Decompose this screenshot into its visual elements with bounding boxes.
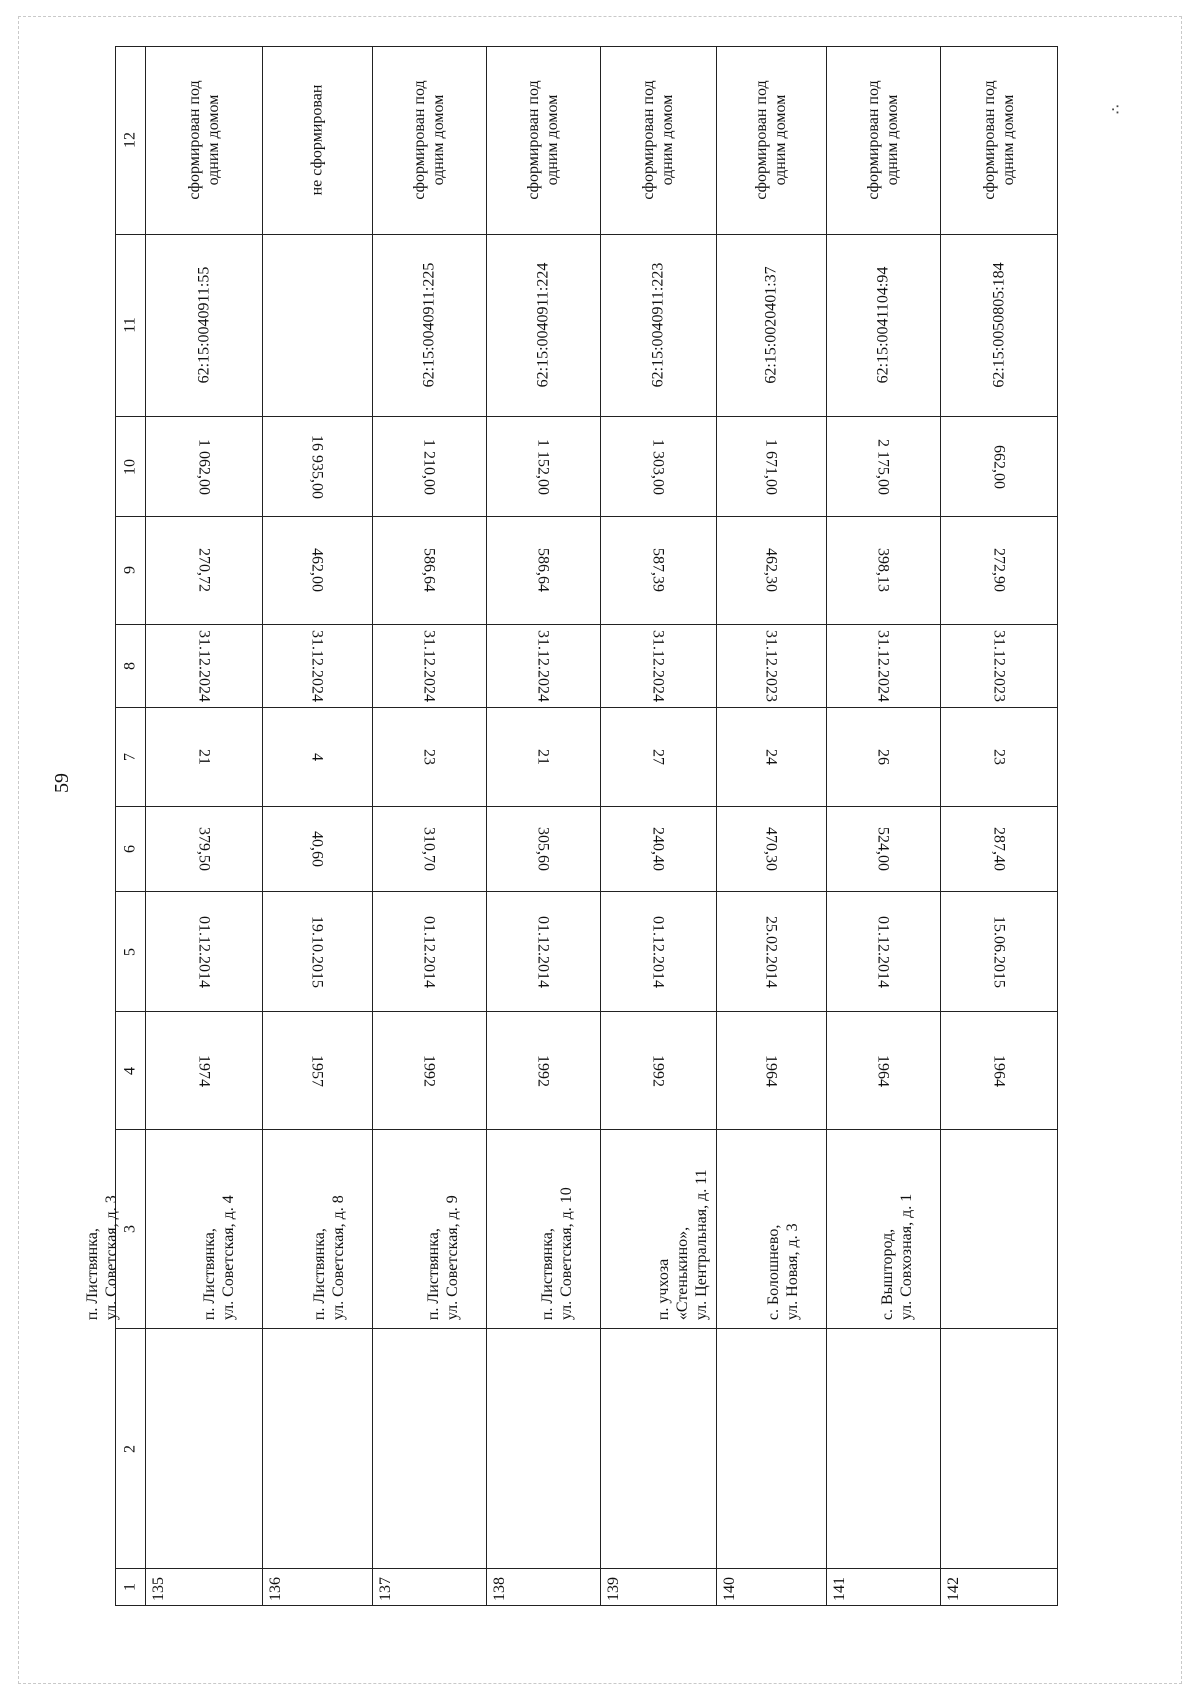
record-number: 138 xyxy=(490,1577,508,1601)
status-line: одним домом xyxy=(659,94,677,186)
address xyxy=(200,1196,291,1321)
field-row-5 xyxy=(116,892,1058,1012)
cell-date xyxy=(372,892,486,1012)
address xyxy=(424,1196,515,1321)
value-year: 1992 xyxy=(534,1054,552,1087)
column-number-cell xyxy=(116,1329,146,1569)
column-number: 12 xyxy=(121,132,139,149)
value-area: 379,50 xyxy=(195,826,213,871)
cell-n xyxy=(486,1569,600,1606)
cell-area xyxy=(940,806,1057,892)
address-line: ул. Совхозная, д. 1 xyxy=(897,1194,915,1321)
plot-status xyxy=(308,85,327,196)
address-line: ул. Центральная, д. 11 xyxy=(693,1169,711,1321)
column-number-cell xyxy=(116,708,146,807)
record-number: 142 xyxy=(944,1577,962,1601)
address-line: ул. Советская, д. 4 xyxy=(219,1195,237,1321)
value-area: 40,60 xyxy=(308,830,326,867)
value-end: 31.12.2024 xyxy=(420,629,438,702)
address xyxy=(538,1188,629,1321)
plot-status xyxy=(639,81,677,200)
cell-status xyxy=(716,47,826,235)
cell-v9 xyxy=(716,517,826,624)
cell-cad xyxy=(940,234,1057,416)
cell-end xyxy=(600,624,716,708)
column-number: 7 xyxy=(121,752,139,761)
cell-c2 xyxy=(600,1329,716,1569)
value-cad: 62:15:0040911:224 xyxy=(534,262,552,388)
cell-year xyxy=(145,1012,262,1130)
value-v10: 662,00 xyxy=(990,444,1008,489)
value-end: 31.12.2024 xyxy=(874,629,892,702)
cell-v10 xyxy=(826,416,940,517)
cell-v9 xyxy=(372,517,486,624)
cell-v10 xyxy=(716,416,826,517)
value-cad: 62:15:0041104:94 xyxy=(874,266,892,384)
value-cad: 62:15:0040911:55 xyxy=(195,266,213,384)
column-number: 4 xyxy=(121,1066,139,1075)
column-number-cell xyxy=(116,892,146,1012)
value-count: 23 xyxy=(990,748,1008,765)
field-row-6 xyxy=(116,806,1058,892)
cell-area xyxy=(262,806,372,892)
cell-year xyxy=(486,1012,600,1130)
cell-status xyxy=(486,47,600,235)
cell-count xyxy=(372,708,486,807)
value-end: 31.12.2023 xyxy=(990,629,1008,702)
status-line: одним домом xyxy=(544,94,562,186)
column-number: 3 xyxy=(121,1225,139,1234)
value-v9: 586,64 xyxy=(534,548,552,593)
value-date: 01.12.2014 xyxy=(649,915,667,988)
cell-count xyxy=(262,708,372,807)
cell-n xyxy=(716,1569,826,1606)
value-v10: 2 175,00 xyxy=(874,438,892,495)
value-v9: 586,64 xyxy=(420,548,438,593)
value-year: 1964 xyxy=(762,1054,780,1087)
status-line: не сформирован xyxy=(308,84,326,196)
status-line: сформирован под xyxy=(753,80,771,200)
value-year: 1964 xyxy=(990,1054,1008,1087)
status-line: одним домом xyxy=(204,94,222,186)
record-number: 135 xyxy=(149,1577,167,1601)
cell-c2 xyxy=(486,1329,600,1569)
value-end: 31.12.2023 xyxy=(762,629,780,702)
cell-year xyxy=(262,1012,372,1130)
cell-date xyxy=(262,892,372,1012)
column-number-cell xyxy=(116,1012,146,1130)
cell-cad xyxy=(262,234,372,416)
field-row-7 xyxy=(116,708,1058,807)
cell-v9 xyxy=(826,517,940,624)
value-year: 1957 xyxy=(308,1054,326,1087)
field-row-8 xyxy=(116,624,1058,708)
cell-addr xyxy=(878,1130,1057,1329)
cell-end xyxy=(940,624,1057,708)
value-count: 26 xyxy=(874,748,892,765)
address-line: с. Болошнево, xyxy=(764,1224,782,1321)
status-line: сформирован под xyxy=(410,80,428,200)
status-line: сформирован под xyxy=(980,80,998,200)
value-area: 524,00 xyxy=(874,826,892,871)
cell-v10 xyxy=(262,416,372,517)
field-row-1 xyxy=(116,1569,1058,1606)
cell-date xyxy=(716,892,826,1012)
cell-area xyxy=(826,806,940,892)
column-number: 8 xyxy=(121,661,139,670)
page-number: 59 xyxy=(51,773,73,793)
cell-count xyxy=(145,708,262,807)
cell-year xyxy=(600,1012,716,1130)
value-count: 21 xyxy=(534,748,552,765)
field-row-9 xyxy=(116,517,1058,624)
cell-n xyxy=(262,1569,372,1606)
cell-count xyxy=(826,708,940,807)
value-v10: 1 671,00 xyxy=(762,438,780,495)
value-v10: 1 152,00 xyxy=(534,438,552,495)
value-count: 24 xyxy=(762,748,780,765)
cell-year xyxy=(940,1012,1057,1130)
cell-v9 xyxy=(145,517,262,624)
cell-end xyxy=(262,624,372,708)
address xyxy=(309,1196,400,1321)
value-v9: 272,90 xyxy=(990,548,1008,593)
value-count: 27 xyxy=(649,748,667,765)
address-line: «Стенькино», xyxy=(673,1227,691,1321)
address-line: п. Листвянка, xyxy=(200,1228,218,1321)
column-number-cell xyxy=(116,806,146,892)
column-number-cell xyxy=(116,1569,146,1606)
column-number-cell xyxy=(116,416,146,517)
cell-n xyxy=(145,1569,262,1606)
register-table xyxy=(83,46,1058,1606)
cell-year xyxy=(716,1012,826,1130)
cell-status xyxy=(940,47,1057,235)
address-line: ул. Советская, д. 10 xyxy=(557,1187,575,1321)
address xyxy=(878,1194,969,1320)
address-line: п. учхоза xyxy=(654,1259,672,1321)
column-number: 6 xyxy=(121,844,139,853)
cell-end xyxy=(486,624,600,708)
cell-v10 xyxy=(486,416,600,517)
value-date: 25.02.2014 xyxy=(762,915,780,988)
scan-specks: ⁖ xyxy=(1110,100,1121,120)
address-line: ул. Советская, д. 8 xyxy=(329,1195,347,1321)
field-row-10 xyxy=(116,416,1058,517)
address xyxy=(764,1224,855,1321)
value-v10: 1 303,00 xyxy=(649,438,667,495)
value-cad: 62:15:0040911:225 xyxy=(420,262,438,388)
value-v9: 270,72 xyxy=(195,548,213,593)
value-area: 470,30 xyxy=(762,826,780,871)
value-date: 01.12.2014 xyxy=(420,915,438,988)
address xyxy=(654,1170,745,1321)
column-number-cell xyxy=(116,47,146,235)
cell-c2 xyxy=(145,1329,262,1569)
cell-area xyxy=(372,806,486,892)
value-v10: 1 210,00 xyxy=(420,438,438,495)
cell-date xyxy=(940,892,1057,1012)
column-number-cell xyxy=(116,517,146,624)
value-v9: 462,00 xyxy=(308,548,326,593)
cell-v10 xyxy=(145,416,262,517)
cell-status xyxy=(826,47,940,235)
value-year: 1964 xyxy=(874,1054,892,1087)
record-number: 136 xyxy=(266,1577,284,1601)
value-date: 19.10.2015 xyxy=(308,915,326,988)
column-number: 9 xyxy=(121,566,139,575)
record-number: 141 xyxy=(830,1577,848,1601)
value-v10: 1 062,00 xyxy=(195,438,213,495)
cell-c2 xyxy=(716,1329,826,1569)
value-date: 01.12.2014 xyxy=(195,915,213,988)
cell-cad xyxy=(826,234,940,416)
address-line: п. Листвянка, xyxy=(83,1228,101,1321)
value-v9: 398,13 xyxy=(874,548,892,593)
cell-date xyxy=(486,892,600,1012)
cell-year xyxy=(826,1012,940,1130)
cell-end xyxy=(716,624,826,708)
address-line: ул. Советская, д. 3 xyxy=(102,1195,120,1321)
cell-date xyxy=(145,892,262,1012)
cell-date xyxy=(826,892,940,1012)
plot-status xyxy=(864,81,902,200)
plot-status xyxy=(980,81,1018,200)
record-number: 139 xyxy=(604,1577,622,1601)
value-end: 31.12.2024 xyxy=(308,629,326,702)
cell-c2 xyxy=(940,1329,1057,1569)
cell-area xyxy=(716,806,826,892)
value-area: 240,40 xyxy=(649,826,667,871)
cell-count xyxy=(600,708,716,807)
cell-n xyxy=(600,1569,716,1606)
field-row-2 xyxy=(116,1329,1058,1569)
value-date: 01.12.2014 xyxy=(874,915,892,988)
cell-status xyxy=(145,47,262,235)
cell-n xyxy=(372,1569,486,1606)
value-cad: 62:15:0040911:223 xyxy=(649,262,667,388)
cell-v9 xyxy=(262,517,372,624)
value-cad: 62:15:0050805:184 xyxy=(990,262,1008,388)
cell-c2 xyxy=(262,1329,372,1569)
address-line: ул. Советская, д. 9 xyxy=(443,1195,461,1321)
field-row-4 xyxy=(116,1012,1058,1130)
cell-count xyxy=(486,708,600,807)
plot-status xyxy=(184,81,222,200)
address-line: с. Выштород, xyxy=(878,1229,896,1321)
value-end: 31.12.2024 xyxy=(534,629,552,702)
cell-cad xyxy=(600,234,716,416)
field-row-11 xyxy=(116,234,1058,416)
cell-year xyxy=(372,1012,486,1130)
cell-status xyxy=(600,47,716,235)
column-number-cell xyxy=(116,624,146,708)
cell-v9 xyxy=(940,517,1057,624)
record-number: 137 xyxy=(376,1577,394,1601)
value-end: 31.12.2024 xyxy=(649,629,667,702)
cell-cad xyxy=(372,234,486,416)
cell-c2 xyxy=(372,1329,486,1569)
address-line: п. Листвянка, xyxy=(310,1228,328,1321)
cell-cad xyxy=(716,234,826,416)
value-end: 31.12.2024 xyxy=(195,629,213,702)
column-number: 5 xyxy=(121,947,139,956)
cell-cad xyxy=(145,234,262,416)
cell-date xyxy=(600,892,716,1012)
value-count: 21 xyxy=(195,748,213,765)
cell-status xyxy=(372,47,486,235)
status-line: сформирован под xyxy=(865,80,883,200)
plot-status xyxy=(752,81,790,200)
column-number: 10 xyxy=(121,458,139,475)
column-number: 11 xyxy=(121,317,139,333)
status-line: сформирован под xyxy=(640,80,658,200)
cell-n xyxy=(940,1569,1057,1606)
value-cad: 62:15:0020401:37 xyxy=(762,266,780,384)
status-line: одним домом xyxy=(884,94,902,186)
value-date: 01.12.2014 xyxy=(534,915,552,988)
field-row-12 xyxy=(116,47,1058,235)
cell-end xyxy=(145,624,262,708)
cell-n xyxy=(826,1569,940,1606)
address xyxy=(82,1196,173,1321)
value-area: 310,70 xyxy=(420,826,438,871)
cell-status xyxy=(262,47,372,235)
cell-cad xyxy=(486,234,600,416)
column-number: 1 xyxy=(121,1583,139,1592)
field-row-3 xyxy=(116,1130,1058,1329)
status-line: одним домом xyxy=(772,94,790,186)
column-number: 2 xyxy=(121,1444,139,1453)
value-area: 305,60 xyxy=(534,826,552,871)
column-number-cell xyxy=(116,234,146,416)
address-line: п. Листвянка, xyxy=(538,1228,556,1321)
status-line: одним домом xyxy=(430,94,448,186)
plot-status xyxy=(524,81,562,200)
value-count: 23 xyxy=(420,748,438,765)
cell-end xyxy=(372,624,486,708)
status-line: одним домом xyxy=(999,94,1017,186)
status-line: сформирован под xyxy=(185,80,203,200)
value-v9: 462,30 xyxy=(762,548,780,593)
cell-count xyxy=(940,708,1057,807)
address-line: п. Листвянка, xyxy=(424,1228,442,1321)
record-number: 140 xyxy=(720,1577,738,1601)
cell-end xyxy=(826,624,940,708)
cell-v9 xyxy=(486,517,600,624)
address-line: ул. Новая, д. 3 xyxy=(783,1223,801,1321)
cell-c2 xyxy=(826,1329,940,1569)
cell-v10 xyxy=(600,416,716,517)
status-line: сформирован под xyxy=(524,80,542,200)
cell-area xyxy=(145,806,262,892)
value-count: 4 xyxy=(308,752,326,761)
cell-v10 xyxy=(372,416,486,517)
cell-count xyxy=(716,708,826,807)
value-year: 1974 xyxy=(195,1054,213,1087)
cell-v10 xyxy=(940,416,1057,517)
value-year: 1992 xyxy=(420,1054,438,1087)
value-year: 1992 xyxy=(649,1054,667,1087)
plot-status xyxy=(410,81,448,200)
value-v9: 587,39 xyxy=(649,548,667,593)
cell-area xyxy=(486,806,600,892)
cell-area xyxy=(600,806,716,892)
value-date: 15.06.2015 xyxy=(990,915,1008,988)
value-area: 287,40 xyxy=(990,826,1008,871)
cell-v9 xyxy=(600,517,716,624)
value-v10: 16 935,00 xyxy=(308,434,326,499)
